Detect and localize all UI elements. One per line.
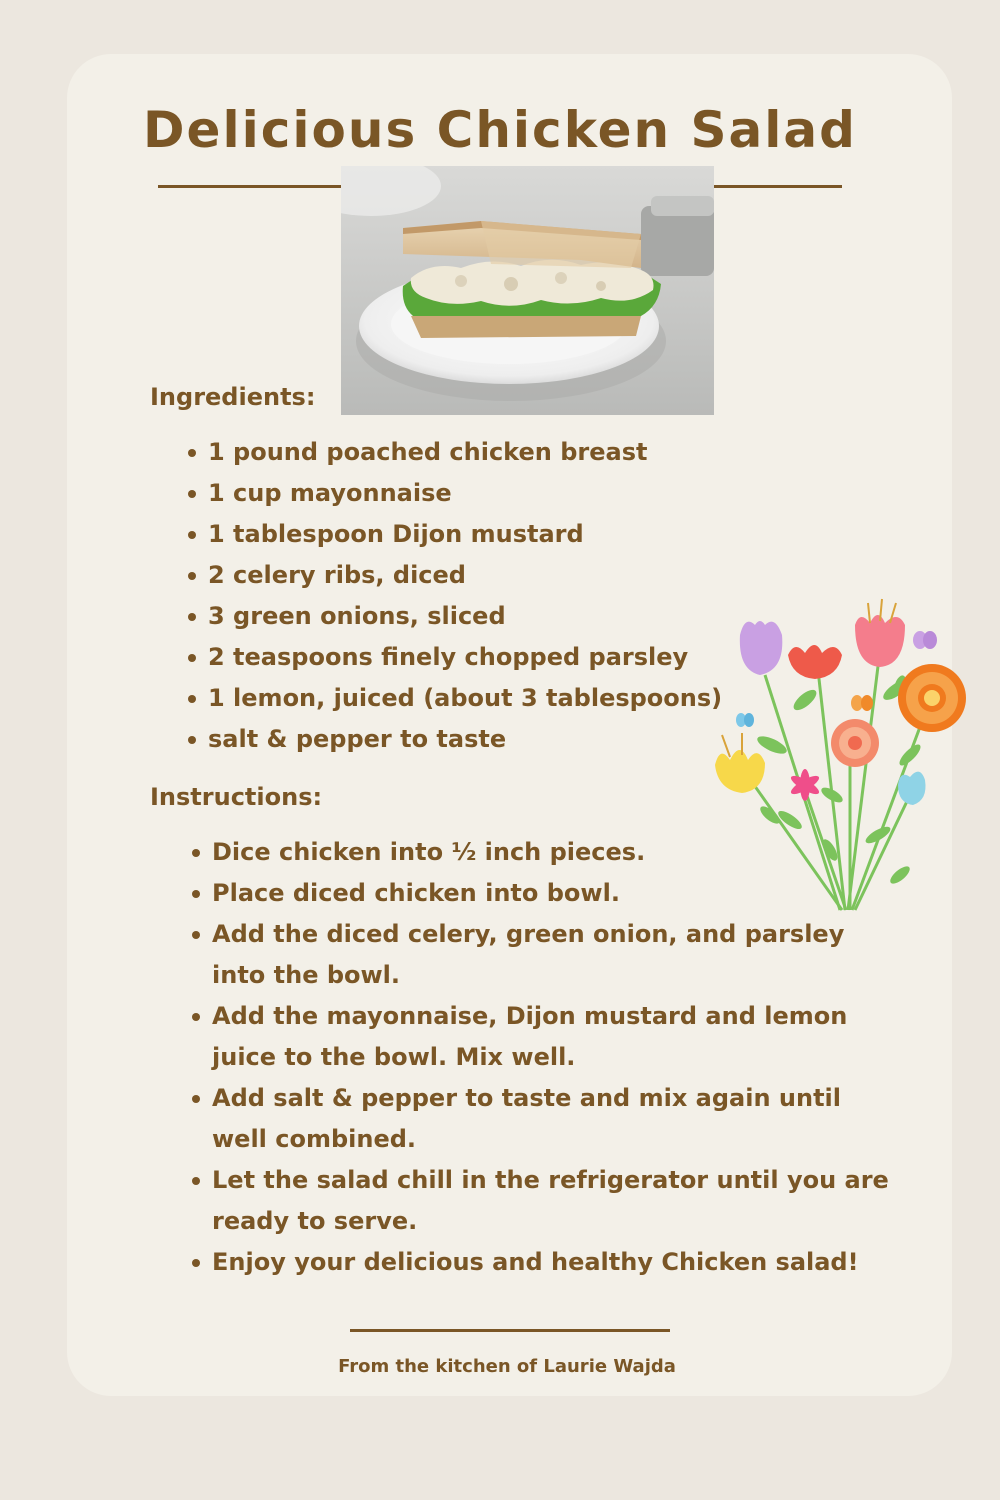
list-item: 1 lemon, juiced (about 3 tablespoons) <box>208 678 728 719</box>
list-item: 1 pound poached chicken breast <box>208 432 728 473</box>
instructions-heading: Instructions: <box>150 783 323 811</box>
list-item: salt & pepper to taste <box>208 719 728 760</box>
list-item: Add the diced celery, green onion, and parsley into the bowl. <box>212 914 852 996</box>
chicken-salad-sandwich-photo <box>341 166 714 415</box>
list-item: Dice chicken into ½ inch pieces. <box>212 832 902 873</box>
list-item: 3 green onions, sliced <box>208 596 728 637</box>
list-item: Enjoy your delicious and healthy Chicken salad! <box>212 1242 902 1283</box>
title-divider-right <box>714 185 842 188</box>
list-item: 2 teaspoons finely chopped parsley <box>208 637 728 678</box>
footer-divider <box>350 1329 670 1332</box>
ingredients-heading: Ingredients: <box>150 383 316 411</box>
list-item: Add salt & pepper to taste and mix again until well combined. <box>212 1078 902 1160</box>
footer-credit: From the kitchen of Laurie Wajda <box>338 1356 676 1377</box>
list-item: Let the salad chill in the refrigerator until you are ready to serve. <box>212 1160 902 1242</box>
title-divider-left <box>158 185 342 188</box>
list-item: Place diced chicken into bowl. <box>212 873 902 914</box>
flower-bouquet-illustration <box>710 595 975 915</box>
list-item: 1 tablespoon Dijon mustard <box>208 514 728 555</box>
list-item: 2 celery ribs, diced <box>208 555 728 596</box>
ingredients-list <box>208 432 728 760</box>
list-item: Add the mayonnaise, Dijon mustard and lemon juice to the bowl. Mix well. <box>212 996 852 1078</box>
recipe-title: Delicious Chicken Salad <box>143 101 857 159</box>
list-item: 1 cup mayonnaise <box>208 473 728 514</box>
